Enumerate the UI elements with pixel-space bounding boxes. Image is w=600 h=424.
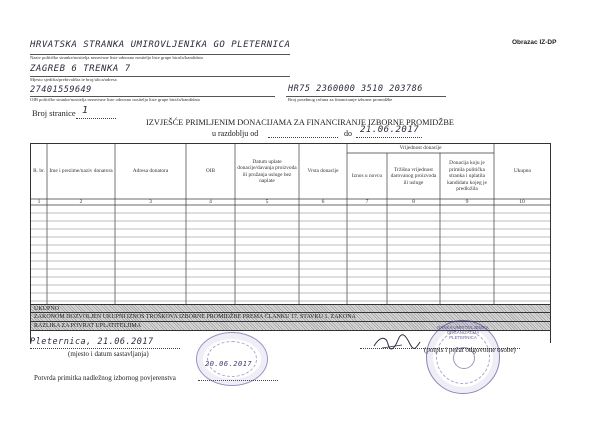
receipt-label: Potvrda primitka nadležnog izbornog povjerenstva: [34, 374, 176, 382]
header-row-number: R. br.: [33, 168, 45, 175]
party-name-value: HRVATSKA STRANKA UMIROVLJENIKA GO PLETERNICA: [30, 40, 291, 50]
period-to-rule: [356, 137, 422, 138]
party-stamp-text: RANKA UMIROVLJENIKA ORGANIZACIJA PLETERNICA: [437, 325, 489, 340]
header-donation-type: Vrsta donacije: [307, 168, 339, 175]
header-market-value: Tržišna vrijednost darovanog proizvoda ili usluge: [390, 166, 437, 186]
account-value: HR75 2360000 3510 203786: [288, 84, 423, 94]
period-to-value: 21.06.2017: [360, 125, 420, 135]
address-label: Mjesto sjedišta/prebivališta te broj/ulica/adresa: [30, 77, 117, 82]
donations-table: [30, 143, 551, 343]
legal-limit-row: ZAKONOM DOZVOLJEN UKUPNI IZNOS TROŠKOVA IZBORNE PROMIDŽBE PREMA ČLANKU 17. STAVKU 1. ZAKONA: [31, 312, 550, 321]
column-number-9: 9: [465, 199, 469, 205]
column-number-5: 5: [265, 199, 269, 205]
address-value: ZAGREB 6 TRENKA 7: [30, 64, 131, 74]
party-stamp: [426, 320, 500, 394]
party-stamp-emblem: [453, 347, 475, 369]
party-name-label: Naziv političke stranke/nositelja nezavisne liste odnosno nositelja liste grupe birača/kandidata: [30, 55, 203, 60]
signature-label: (potpis i pečat odgovorne osobe): [424, 346, 516, 354]
account-label: Broj posebnog računa za financiranje izborne promidžbe: [288, 97, 393, 102]
header-payment-date: Datum uplate donacije/davanja proizvoda ili pružanja usluge bez naplate: [237, 158, 297, 184]
column-number-6: 6: [321, 199, 325, 205]
header-party-donation: Donacija koju je primila politička stranka i uplatila kandidatu kojeg je predložila: [447, 160, 487, 193]
place-date-value: Pleternica, 21.06.2017: [30, 337, 154, 347]
refund-difference-row: RAZLIKA ZA POVRAT UPLATITELJIMA: [31, 321, 550, 330]
header-cash-amount: Iznos u novcu: [351, 173, 383, 180]
column-number-3: 3: [149, 199, 152, 205]
place-date-label: (mjesto i datum sastavljanja): [68, 350, 149, 358]
receipt-stamp: [196, 332, 268, 386]
report-title: IZVJEŠĆE PRIMLJENIM DONACIJAMA ZA FINANCIRANJE IZBORNE PROMIDŽBE: [146, 118, 454, 127]
column-number-8: 8: [412, 199, 415, 205]
receipt-stamp-date: 20.06.2017: [205, 360, 253, 368]
place-date-rule: [30, 348, 180, 349]
header-donor-address: Adresa donatora: [132, 168, 169, 175]
column-number-10: 10: [519, 199, 525, 205]
column-number-7: 7: [365, 199, 369, 205]
period-to-label: do: [344, 129, 352, 138]
period-from-rule: [268, 137, 338, 138]
header-oib: OIB: [205, 168, 216, 175]
oib-value: 27401559649: [30, 85, 92, 95]
column-number-1: 1: [37, 199, 41, 205]
header-total: Ukupno: [513, 168, 532, 175]
column-number-2: 2: [79, 199, 83, 205]
page-number-label: Broj stranice: [32, 108, 76, 118]
header-donation-value: Vrijednost donacije: [399, 145, 442, 152]
receipt-stamp-inner-ring: [207, 341, 257, 377]
signature-mark: [372, 332, 422, 354]
form-code: Obrazac IZ-DP: [512, 39, 557, 46]
page-number-value: 1: [82, 105, 89, 116]
period-prefix: u razdoblju od: [212, 129, 259, 138]
total-row: UKUPNO: [31, 304, 550, 312]
column-number-4: 4: [209, 199, 212, 205]
header-donor-name: Ime i prezime/naziv donatora: [49, 168, 113, 175]
oib-label: OIB političke stranke/nositelja nezavisne liste odnosno nositelja liste grupe birača/kandidata: [30, 97, 200, 102]
